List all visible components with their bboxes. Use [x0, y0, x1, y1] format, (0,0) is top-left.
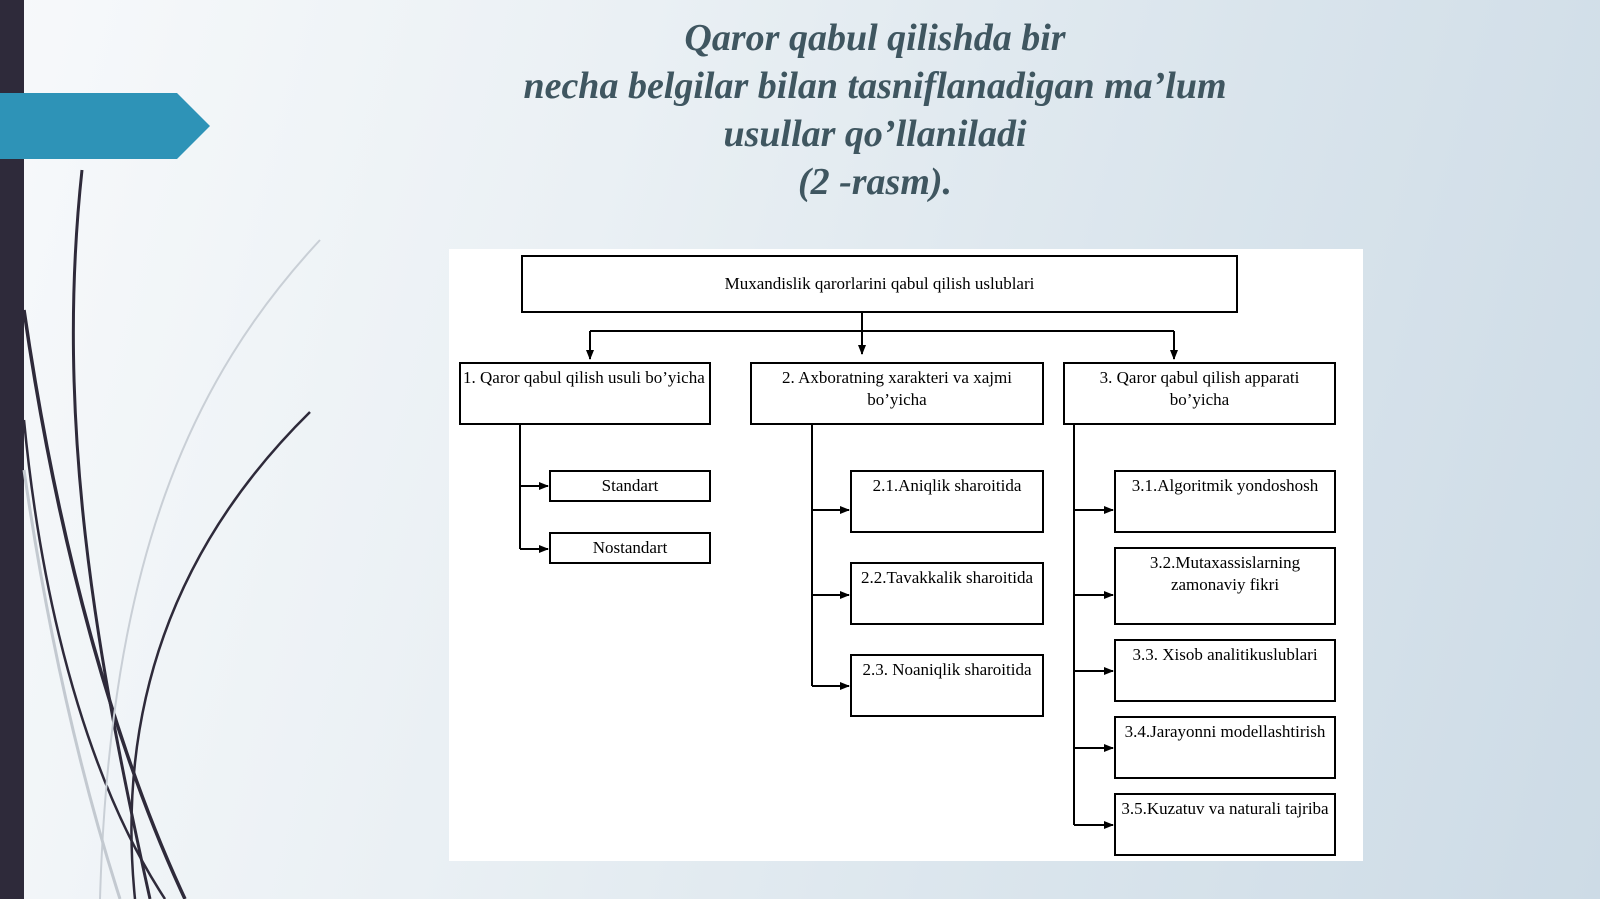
node-3-2: 3.2.Mutaxassislarning zamonaviy fikri [1114, 547, 1336, 625]
title-line-1: Qaror qabul qilishda bir [684, 17, 1066, 59]
node-2-1: 2.1.Aniqlik sharoitida [850, 470, 1044, 533]
diagram-panel [449, 249, 1363, 861]
accent-arrow-shape [0, 93, 210, 159]
node-3-1: 3.1.Algoritmik yondoshosh [1114, 470, 1336, 533]
branch-1-node: 1. Qaror qabul qilish usuli bo’yicha [459, 362, 711, 425]
node-3-3: 3.3. Xisob analitikuslublari [1114, 639, 1336, 702]
title-line-3: usullar qo’llaniladi [723, 113, 1027, 155]
title-line-2: necha belgilar bilan tasniflanadigan ma’lum [523, 65, 1227, 107]
node-3-5: 3.5.Kuzatuv va naturali tajriba [1114, 793, 1336, 856]
title-line-4: (2 -rasm). [797, 161, 953, 203]
slide-title [390, 14, 1360, 206]
node-3-4: 3.4.Jarayonni modellashtirish [1114, 716, 1336, 779]
node-standart: Standart [549, 470, 711, 502]
branch-2-node: 2. Axboratning xarakteri va xajmi bo’yicha [750, 362, 1044, 425]
branch-3-node: 3. Qaror qabul qilish apparati bo’yicha [1063, 362, 1336, 425]
node-2-2: 2.2.Tavakkalik sharoitida [850, 562, 1044, 625]
root-node: Muxandislik qarorlarini qabul qilish uslublari [521, 255, 1238, 313]
node-2-3: 2.3. Noaniqlik sharoitida [850, 654, 1044, 717]
node-nostandart: Nostandart [549, 532, 711, 564]
